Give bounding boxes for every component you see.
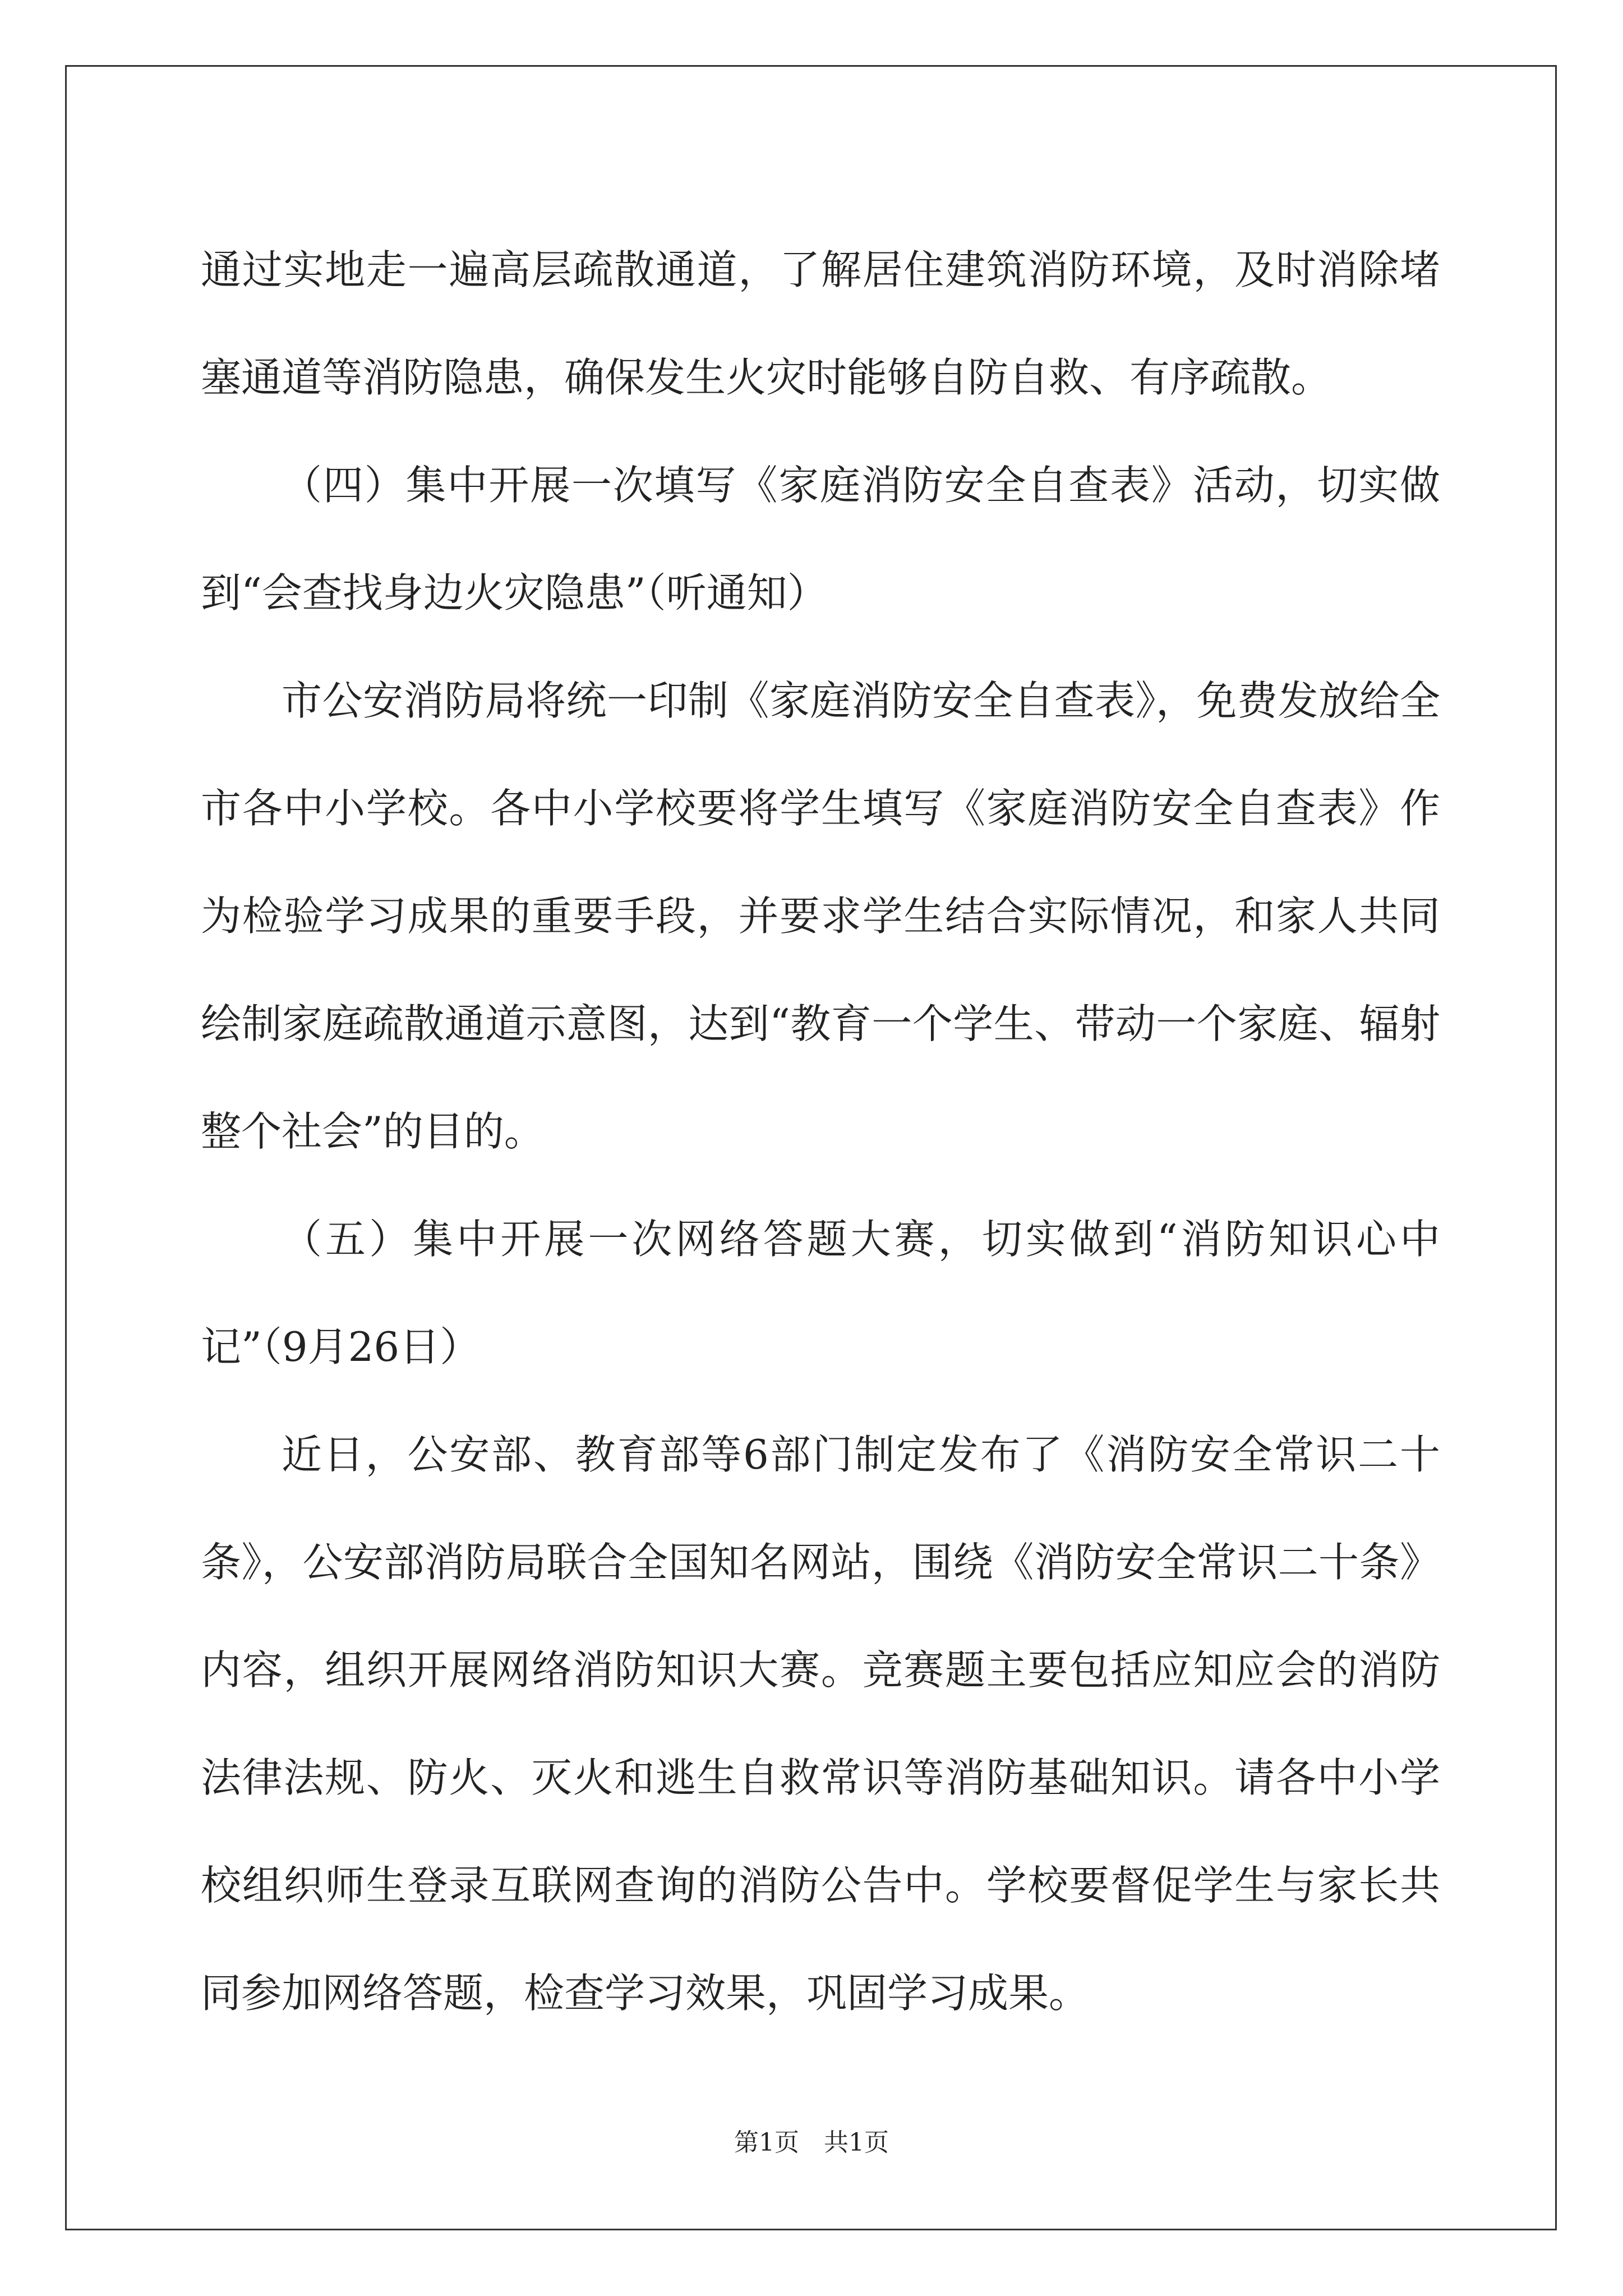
page-footer — [0, 2126, 1623, 2160]
paragraph: 近日，公安部、教育部等6部门制定发布了《消防安全常识二十条》，公安部消防局联合全国知名网站，围绕《消防安全常识二十条》内容，组织开展网络消防知识大赛。竞赛题主要包括应知应会的消防法律法规、防火、灭火和逃生自救常识等消防基础知识。请各中小学校组织师生登录互联网查询的消防公告中。学校要督促学生与家长共同参加网络答题，检查学习效果，巩固学习成果。 — [201, 1431, 1440, 2017]
paragraph: 通过实地走一遍高层疏散通道，了解居住建筑消防环境，及时消除堵塞通道等消防隐患，确保发生火灾时能够自防自救、有序疏散。 — [201, 246, 1440, 401]
paragraph: （五）集中开展一次网络答题大赛，切实做到“消防知识心中记”（9月26日） — [201, 1216, 1440, 1370]
page-number: 第1页 共1页 — [734, 2128, 889, 2157]
document-body — [201, 216, 1440, 2047]
paragraph: （四）集中开展一次填写《家庭消防安全自查表》活动，切实做到“会查找身边火灾隐患”（听通知） — [201, 462, 1440, 616]
paragraph: 市公安消防局将统一印制《家庭消防安全自查表》，免费发放给全市各中小学校。各中小学校要将学生填写《家庭消防安全自查表》作为检验学习成果的重要手段，并要求学生结合实际情况，和家人共同绘制家庭疏散通道示意图，达到“教育一个学生、带动一个家庭、辐射整个社会”的目的。 — [201, 677, 1440, 1155]
